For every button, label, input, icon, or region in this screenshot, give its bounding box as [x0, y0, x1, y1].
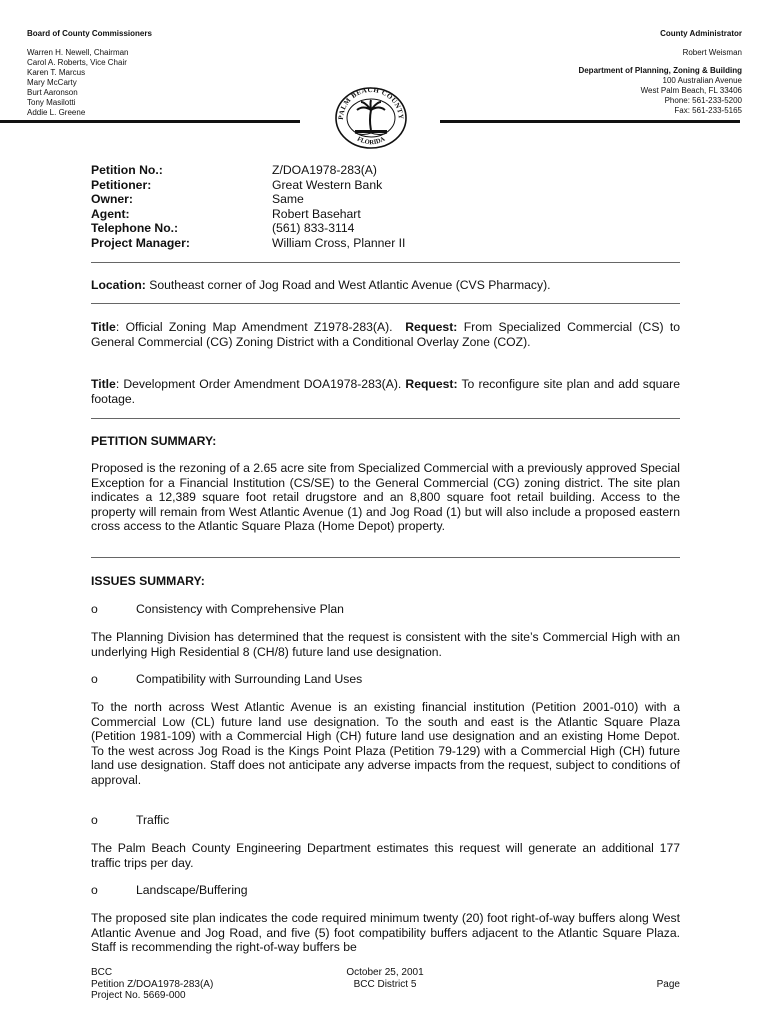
department-fax: Fax: 561-233-5165 — [674, 106, 742, 115]
bullet-marker: o — [91, 883, 98, 897]
admin-name: Robert Weisman — [682, 48, 742, 57]
county-seal-icon — [333, 86, 409, 150]
value-petitioner: Great Western Bank — [272, 177, 383, 192]
footer-center — [330, 967, 440, 990]
bullet-marker: o — [91, 672, 98, 686]
location-line — [91, 278, 680, 293]
title-label: Title — [91, 320, 116, 334]
commissioner-name: Karen T. Marcus — [27, 68, 86, 77]
commissioner-name: Warren H. Newell, Chairman — [27, 48, 129, 57]
commissioner-name: Mary McCarty — [27, 78, 77, 87]
board-title: Board of County Commissioners — [27, 29, 152, 38]
commissioner-name: Tony Masilotti — [27, 98, 76, 107]
request-label: Request: — [405, 377, 458, 391]
title-label: Title — [91, 377, 116, 391]
issue-text: The Palm Beach County Engineering Department estimates this request will generate an additional 177 traffic trips per day. — [91, 841, 680, 870]
administrator-block — [442, 29, 742, 116]
title-text: : Development Order Amendment DOA1978-283(A). — [115, 377, 402, 391]
value-agent: Robert Basehart — [272, 206, 361, 221]
footer-left — [91, 967, 213, 1002]
bullet-marker: o — [91, 813, 98, 827]
header-rule-left — [0, 120, 300, 123]
footer-district: BCC District 5 — [353, 978, 417, 990]
request-text: To reconfigure site plan and add square footage. — [91, 377, 680, 406]
title-request-1 — [91, 320, 680, 349]
label-petitioner: Petitioner: — [91, 177, 152, 192]
label-agent: Agent: — [91, 206, 130, 221]
footer-project-no: Project No. 5669-000 — [91, 990, 186, 1001]
issue-title: Traffic — [136, 813, 170, 827]
divider — [91, 262, 680, 263]
location-label: Location: — [91, 278, 146, 292]
footer-bcc: BCC — [91, 967, 113, 978]
commissioners-block — [27, 29, 287, 118]
department-address-line1: 100 Australian Avenue — [662, 76, 742, 85]
department-phone: Phone: 561-233-5200 — [664, 96, 742, 105]
issues-summary-heading: ISSUES SUMMARY: — [91, 574, 205, 588]
issue-text: The Planning Division has determined that the request is consistent with the site’s Commercial High with an underlying High Residential 8 (CH/8) future land use designation. — [91, 630, 680, 659]
header-rule-right — [440, 120, 740, 123]
label-project-manager: Project Manager: — [91, 235, 190, 250]
footer-date: October 25, 2001 — [346, 967, 424, 978]
commissioner-name: Burt Aaronson — [27, 88, 78, 97]
issue-title: Compatibility with Surrounding Land Uses — [136, 672, 363, 686]
footer-petition: Petition Z/DOA1978-283(A) — [91, 978, 214, 990]
title-request-2 — [91, 377, 680, 406]
divider — [91, 303, 680, 304]
footer-page: Page — [656, 979, 680, 990]
location-text: Southeast corner of Jog Road and West Atlantic Avenue (CVS Pharmacy). — [149, 278, 551, 292]
request-text: From Specialized Commercial (CS) to General Commercial (CG) Zoning District with a Conditional Overlay Zone (COZ). — [91, 320, 681, 349]
value-telephone: (561) 833-3114 — [272, 221, 355, 235]
issue-text: The proposed site plan indicates the code required minimum twenty (20) foot right-of-way buffers along West Atlantic Avenue and Jog Road, and five (5) foot compatibility buffers adjacent to the Atlantic Square Plaza. Staff is recommending the right-of-way buffers be — [91, 911, 680, 954]
title-text: : Official Zoning Map Amendment Z1978-283(A). — [115, 320, 393, 334]
commissioner-name: Carol A. Roberts, Vice Chair — [27, 58, 127, 67]
divider — [91, 418, 680, 419]
admin-title: County Administrator — [660, 29, 742, 38]
value-owner: Same — [272, 192, 304, 206]
label-telephone: Telephone No.: — [91, 221, 179, 235]
divider — [91, 557, 680, 558]
seal-top-text: PALM BEACH COUNTY — [336, 86, 406, 121]
petition-summary-text: Proposed is the rezoning of a 2.65 acre site from Specialized Commercial with a previously approved Special Exception for a Financial Institution (CS/SE) to the General Commercial (CG) zoning district. The site plan indicates a 12,389 square foot retail drugstore and an 8,800 square foot retail building. Access to the property will remain from West Atlantic Avenue (1) and Jog Road (1) but will also include a proposed eastern cross access to the Atlantic Square Plaza (Home Depot) property. — [91, 461, 680, 533]
petition-info-labels — [91, 163, 261, 250]
value-project-manager: William Cross, Planner II — [272, 235, 406, 250]
commissioner-name: Addie L. Greene — [27, 108, 86, 117]
issue-text: To the north across West Atlantic Avenue is an existing financial institution (Petition 2001-010) with a Commercial Low (CL) future land use designation. To the south and east is the Atlantic Square Plaza (Petition 1981-109) with a Commercial High (CH) future land use designation and an existing Home Depot. To the west across Jog Road is the Kings Point Plaza (Petition 79-129) with a Commercial High (CH) future land use designation. Staff does not anticipate any adverse impacts from the request, subject to conditions of approval. — [91, 700, 680, 787]
department-address-line2: West Palm Beach, FL 33406 — [640, 86, 742, 95]
petition-summary-heading: PETITION SUMMARY: — [91, 434, 217, 448]
bullet-marker: o — [91, 602, 98, 616]
seal-bottom-text: FLORIDA — [355, 135, 387, 147]
request-label: Request: — [405, 320, 458, 334]
department-name: Department of Planning, Zoning & Building — [578, 66, 742, 75]
value-petition-no: Z/DOA1978-283(A) — [272, 163, 377, 177]
issue-title: Consistency with Comprehensive Plan — [136, 602, 344, 616]
petition-info-values — [272, 163, 572, 250]
label-owner: Owner: — [91, 192, 133, 206]
issue-title: Landscape/Buffering — [136, 883, 248, 897]
label-petition-no: Petition No.: — [91, 163, 163, 177]
